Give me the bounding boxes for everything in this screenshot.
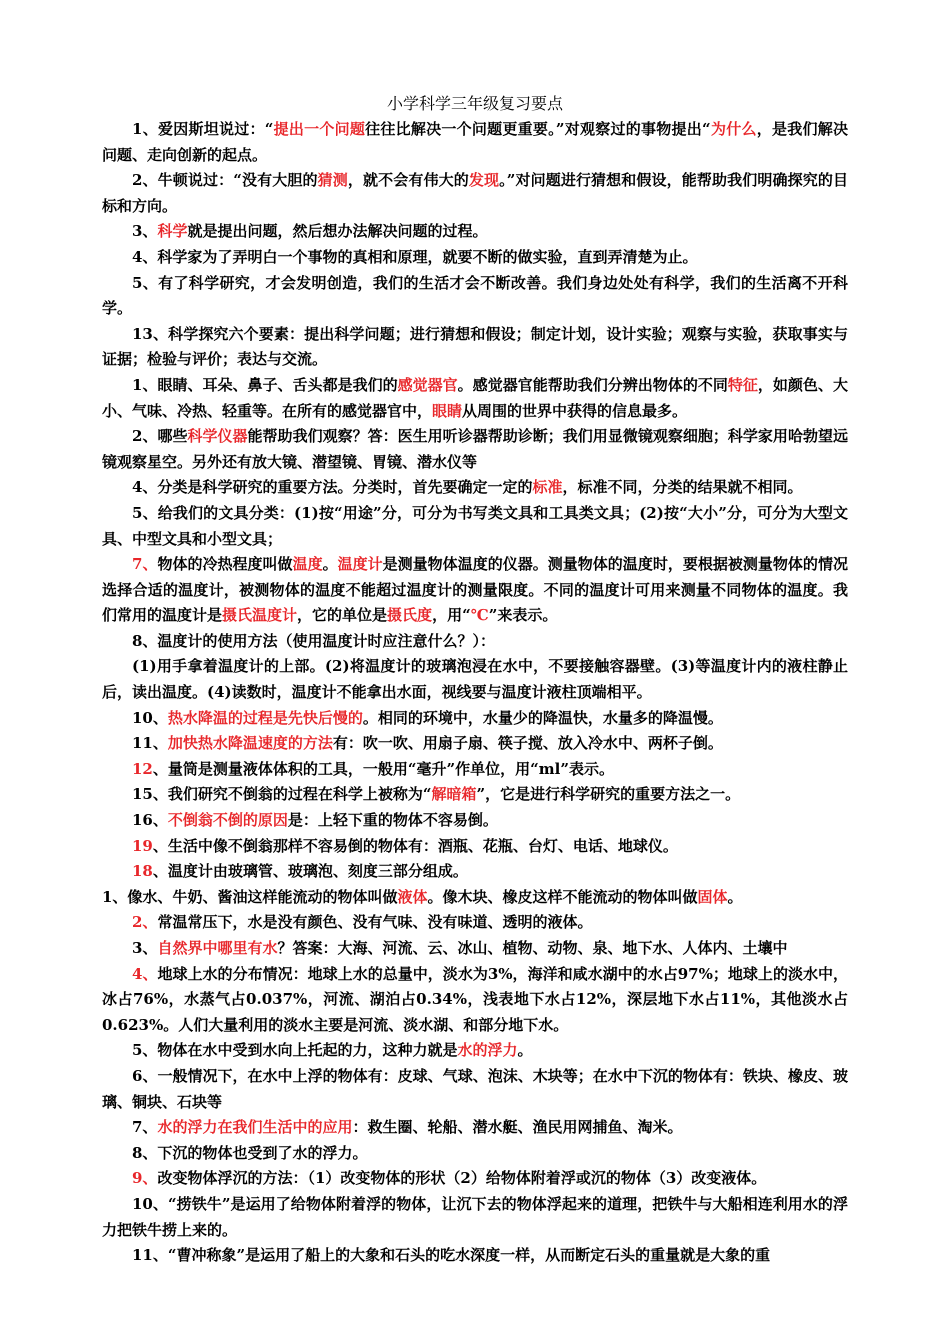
paragraph [102, 1192, 848, 1243]
paragraph [102, 885, 848, 911]
paragraph-text: 往往比解决一个问题更重要。”对观察过的事物提出“ [365, 120, 711, 138]
paragraph-text: 地球上水的分布情况：地球上水的总量中，淡水为3%，海洋和咸水湖中的水占97%；地球上的淡水中，冰占76%，水蒸气占0.037%，河流、湖泊占0.34%，浅表地下水占12%，深层地下水占11%，其他淡水占0.623%。人们大量利用的淡水主要是河流、淡水湖、和部分地下水。 [102, 964, 849, 1034]
highlighted-text: 18 [132, 862, 153, 881]
paragraph [102, 808, 848, 834]
paragraph [102, 910, 848, 936]
highlighted-text: ℃ [470, 606, 489, 625]
paragraph-text: 有：吹一吹、用扇子扇、筷子搅、放入冷水中、两杯子倒。 [332, 734, 723, 753]
highlighted-text: 摄氏度 [387, 606, 433, 625]
paragraph [102, 501, 848, 552]
paragraph-text: 8、下沉的物体也受到了水的浮力。 [132, 1143, 368, 1162]
paragraph [102, 322, 848, 373]
paragraph [102, 424, 848, 475]
paragraph [102, 1166, 848, 1192]
highlighted-text: 解暗箱 [431, 785, 477, 804]
paragraph-text: ：救生圈、轮船、潜水艇、渔民用网捕鱼、淘米。 [352, 1118, 683, 1137]
paragraph-text: 。相同的环境中，水量少的降温快，水量多的降温慢。 [362, 708, 723, 727]
paragraph-text: 、生活中像不倒翁那样不容易倒的物体有：酒瓶、花瓶、台灯、电话、地球仪。 [152, 836, 678, 855]
document-body [102, 117, 848, 1269]
paragraph-text: 4、分类是科学研究的重要方法。分类时，首先要确定一定的 [132, 478, 533, 497]
paragraph-text: 改变物体浮沉的方法：（1）改变物体的形状（2）给物体附着浮或沉的物体（3）改变液体。 [157, 1169, 767, 1188]
paragraph [102, 271, 848, 322]
paragraph-text: ，标准不同，分类的结果就不相同。 [562, 478, 803, 497]
paragraph-text: ，它的单位是 [297, 606, 388, 625]
paragraph [102, 706, 848, 732]
highlighted-text: 科学仪器 [187, 427, 248, 446]
paragraph-text: 5、有了科学研究，才会发明创造，我们的生活才会不断改善。我们身边处处有科学，我们的生活离不开科学。 [102, 273, 848, 318]
highlighted-text: 12 [132, 759, 153, 778]
paragraph-text: 是：上轻下重的物体不容易倒。 [287, 811, 498, 830]
paragraph-text: 2、哪些 [132, 427, 188, 446]
paragraph-text: (1)用手拿着温度计的上部。(2)将温度计的玻璃泡浸在水中，不要接触容器壁。(3)等温度计内的液柱静止后，读出温度。(4)读数时，温度计不能拿出水面，视线要与温度计液柱顶端相平。 [102, 657, 848, 702]
highlighted-text: 19 [132, 836, 153, 855]
paragraph-text: ？答案：大海、河流、云、冰山、植物、动物、泉、地下水、人体内、土壤中 [277, 939, 788, 957]
paragraph-text: ”来表示。 [488, 606, 558, 625]
paragraph-text: 6、一般情况下，在水中上浮的物体有：皮球、气球、泡沫、木块等；在水中下沉的物体有：铁块、橡皮、玻璃、铜块、石块等 [102, 1066, 848, 1111]
highlighted-text: 加快热水降温速度的方法 [167, 734, 333, 753]
highlighted-text: 自然界中哪里有水 [157, 939, 278, 957]
highlighted-text: 热水降温的过程是先快后慢的 [167, 708, 363, 727]
paragraph [102, 245, 848, 271]
paragraph-text: 4、科学家为了弄明白一个事物的真相和原理，就要不断的做实验，直到弄清楚为止。 [132, 247, 698, 266]
highlighted-text: 温度 [292, 555, 323, 574]
paragraph-text: 就是提出问题，然后想办法解决问题的过程。 [187, 222, 488, 241]
paragraph [102, 859, 848, 885]
highlighted-text: 固体 [697, 887, 728, 906]
highlighted-text: 猜测 [317, 171, 348, 190]
highlighted-text: 水的浮力在我们生活中的应用 [157, 1118, 353, 1137]
highlighted-text: 摄氏温度计 [222, 606, 298, 625]
paragraph [102, 654, 848, 705]
paragraph-text: 。”对问题进行猜想和假设，能帮助我们明确探究的目标和方向。 [102, 171, 848, 215]
paragraph-text: 。像木块、橡皮这样不能流动的物体叫做 [427, 887, 698, 906]
paragraph-text: ，就不会有伟大的 [347, 171, 469, 190]
document-title: 小学科学三年级复习要点 [386, 94, 563, 113]
paragraph [102, 1141, 848, 1167]
paragraph-text: 10、 [132, 708, 168, 727]
paragraph-text: 11、“曹冲称象”是运用了船上的大象和石头的吃水深度一样，从而断定石头的重量就是大象的重 [132, 1246, 771, 1265]
paragraph [102, 782, 848, 808]
paragraph-text: 、温度计由玻璃管、玻璃泡、刻度三部分组成。 [152, 862, 468, 881]
paragraph [102, 757, 848, 783]
paragraph-text: 8、温度计的使用方法（使用温度计时应注意什么？）： [132, 631, 495, 650]
highlighted-text: 4、 [132, 964, 158, 983]
paragraph [102, 475, 848, 501]
paragraph-text: 。 [322, 555, 338, 574]
paragraph-text: 1、眼睛、耳朵、鼻子、舌头都是我们的 [132, 375, 398, 394]
paragraph-text: 3、 [132, 939, 158, 957]
paragraph [102, 629, 848, 655]
paragraph-text: 、量筒是测量液体体积的工具，一般用“毫升”作单位，用“ml”表示。 [152, 759, 614, 778]
highlighted-text: 温度计 [337, 555, 383, 574]
paragraph [102, 1064, 848, 1115]
paragraph-text: ，是我们解决问题、走向创新的起点。 [102, 120, 848, 164]
paragraph [102, 731, 848, 757]
paragraph-text: ，用“ [432, 606, 471, 625]
highlighted-text: 特征 [727, 375, 758, 394]
paragraph-text: 5、给我们的文具分类：(1)按“用途”分，可分为书写类文具和工具类文具；(2)按“大小”分，可分为大型文具、中型文具和小型文具； [102, 503, 848, 548]
highlighted-text: 水的浮力 [457, 1041, 518, 1060]
paragraph-text: 。 [517, 1041, 533, 1060]
paragraph-text: 7、 [132, 1118, 158, 1137]
highlighted-text: 科学 [157, 222, 188, 241]
paragraph-text: 从周围的世界中获得的信息最多。 [462, 401, 688, 420]
paragraph [102, 962, 848, 1039]
highlighted-text: 液体 [397, 887, 428, 906]
highlighted-text: 7、 [132, 555, 158, 574]
paragraph-text: 物体的冷热程度叫做 [157, 555, 293, 574]
paragraph [102, 1115, 848, 1141]
paragraph [102, 834, 848, 860]
paragraph [102, 1038, 848, 1064]
highlighted-text: 眼睛 [432, 401, 463, 420]
paragraph [102, 219, 848, 245]
paragraph-text: ，如颜色、大小、气味、冷热、轻重等。在所有的感觉器官中， [102, 375, 848, 420]
highlighted-text: 不倒翁不倒的原因 [167, 811, 288, 830]
paragraph-text: 11、 [132, 734, 168, 753]
paragraph-text: 16、 [132, 811, 168, 830]
paragraph-text: 是测量物体温度的仪器。测量物体的温度时，要根据被测量物体的情况选择合适的温度计，被测物体的温度不能超过温度计的测量限度。不同的温度计可用来测量不同物体的温度。我们常用的温度计是 [102, 555, 848, 625]
paragraph [102, 117, 848, 168]
paragraph-text: 15、我们研究不倒翁的过程在科学上被称为“ [132, 785, 432, 804]
paragraph-text: 2、牛顿说过：“没有大胆的 [132, 171, 318, 190]
paragraph-text: 3、 [132, 222, 158, 241]
highlighted-text: 标准 [532, 478, 563, 497]
paragraph-text: 。 [727, 887, 743, 906]
paragraph-text: 常温常压下，水是没有颜色、没有气味、没有味道、透明的液体。 [157, 913, 593, 932]
paragraph [102, 936, 848, 962]
highlighted-text: 提出一个问题 [273, 120, 366, 138]
paragraph [102, 552, 848, 629]
paragraph-text: 1、爱因斯坦说过：“ [132, 120, 274, 138]
paragraph-text: ”，它是进行科学研究的重要方法之一。 [476, 785, 741, 804]
paragraph-text: 10、“捞铁牛”是运用了给物体附着浮的物体，让沉下去的物体浮起来的道理，把铁牛与大船相连利用水的浮力把铁牛捞上来的。 [102, 1194, 848, 1239]
paragraph [102, 373, 848, 424]
paragraph-text: 能帮助我们观察？答：医生用听诊器帮助诊断；我们用显微镜观察细胞；科学家用哈勃望远镜观察星空。另外还有放大镜、潜望镜、胃镜、潜水仪等 [102, 427, 848, 471]
paragraph-text: 13、科学探究六个要素：提出科学问题；进行猜想和假设；制定计划，设计实验；观察与实验，获取事实与证据；检验与评价；表达与交流。 [102, 324, 848, 369]
highlighted-text: 为什么 [710, 120, 757, 138]
highlighted-text: 9、 [132, 1169, 158, 1188]
paragraph-text: 1、像水、牛奶、酱油这样能流动的物体叫做 [102, 887, 398, 906]
highlighted-text: 2、 [132, 913, 158, 932]
paragraph [102, 1243, 848, 1269]
highlighted-text: 发现 [468, 171, 500, 190]
paragraph [102, 168, 848, 219]
paragraph-text: 5、物体在水中受到水向上托起的力，这种力就是 [132, 1041, 458, 1060]
highlighted-text: 感觉器官 [397, 375, 458, 394]
paragraph-text: 。感觉器官能帮助我们分辨出物体的不同 [457, 375, 728, 394]
